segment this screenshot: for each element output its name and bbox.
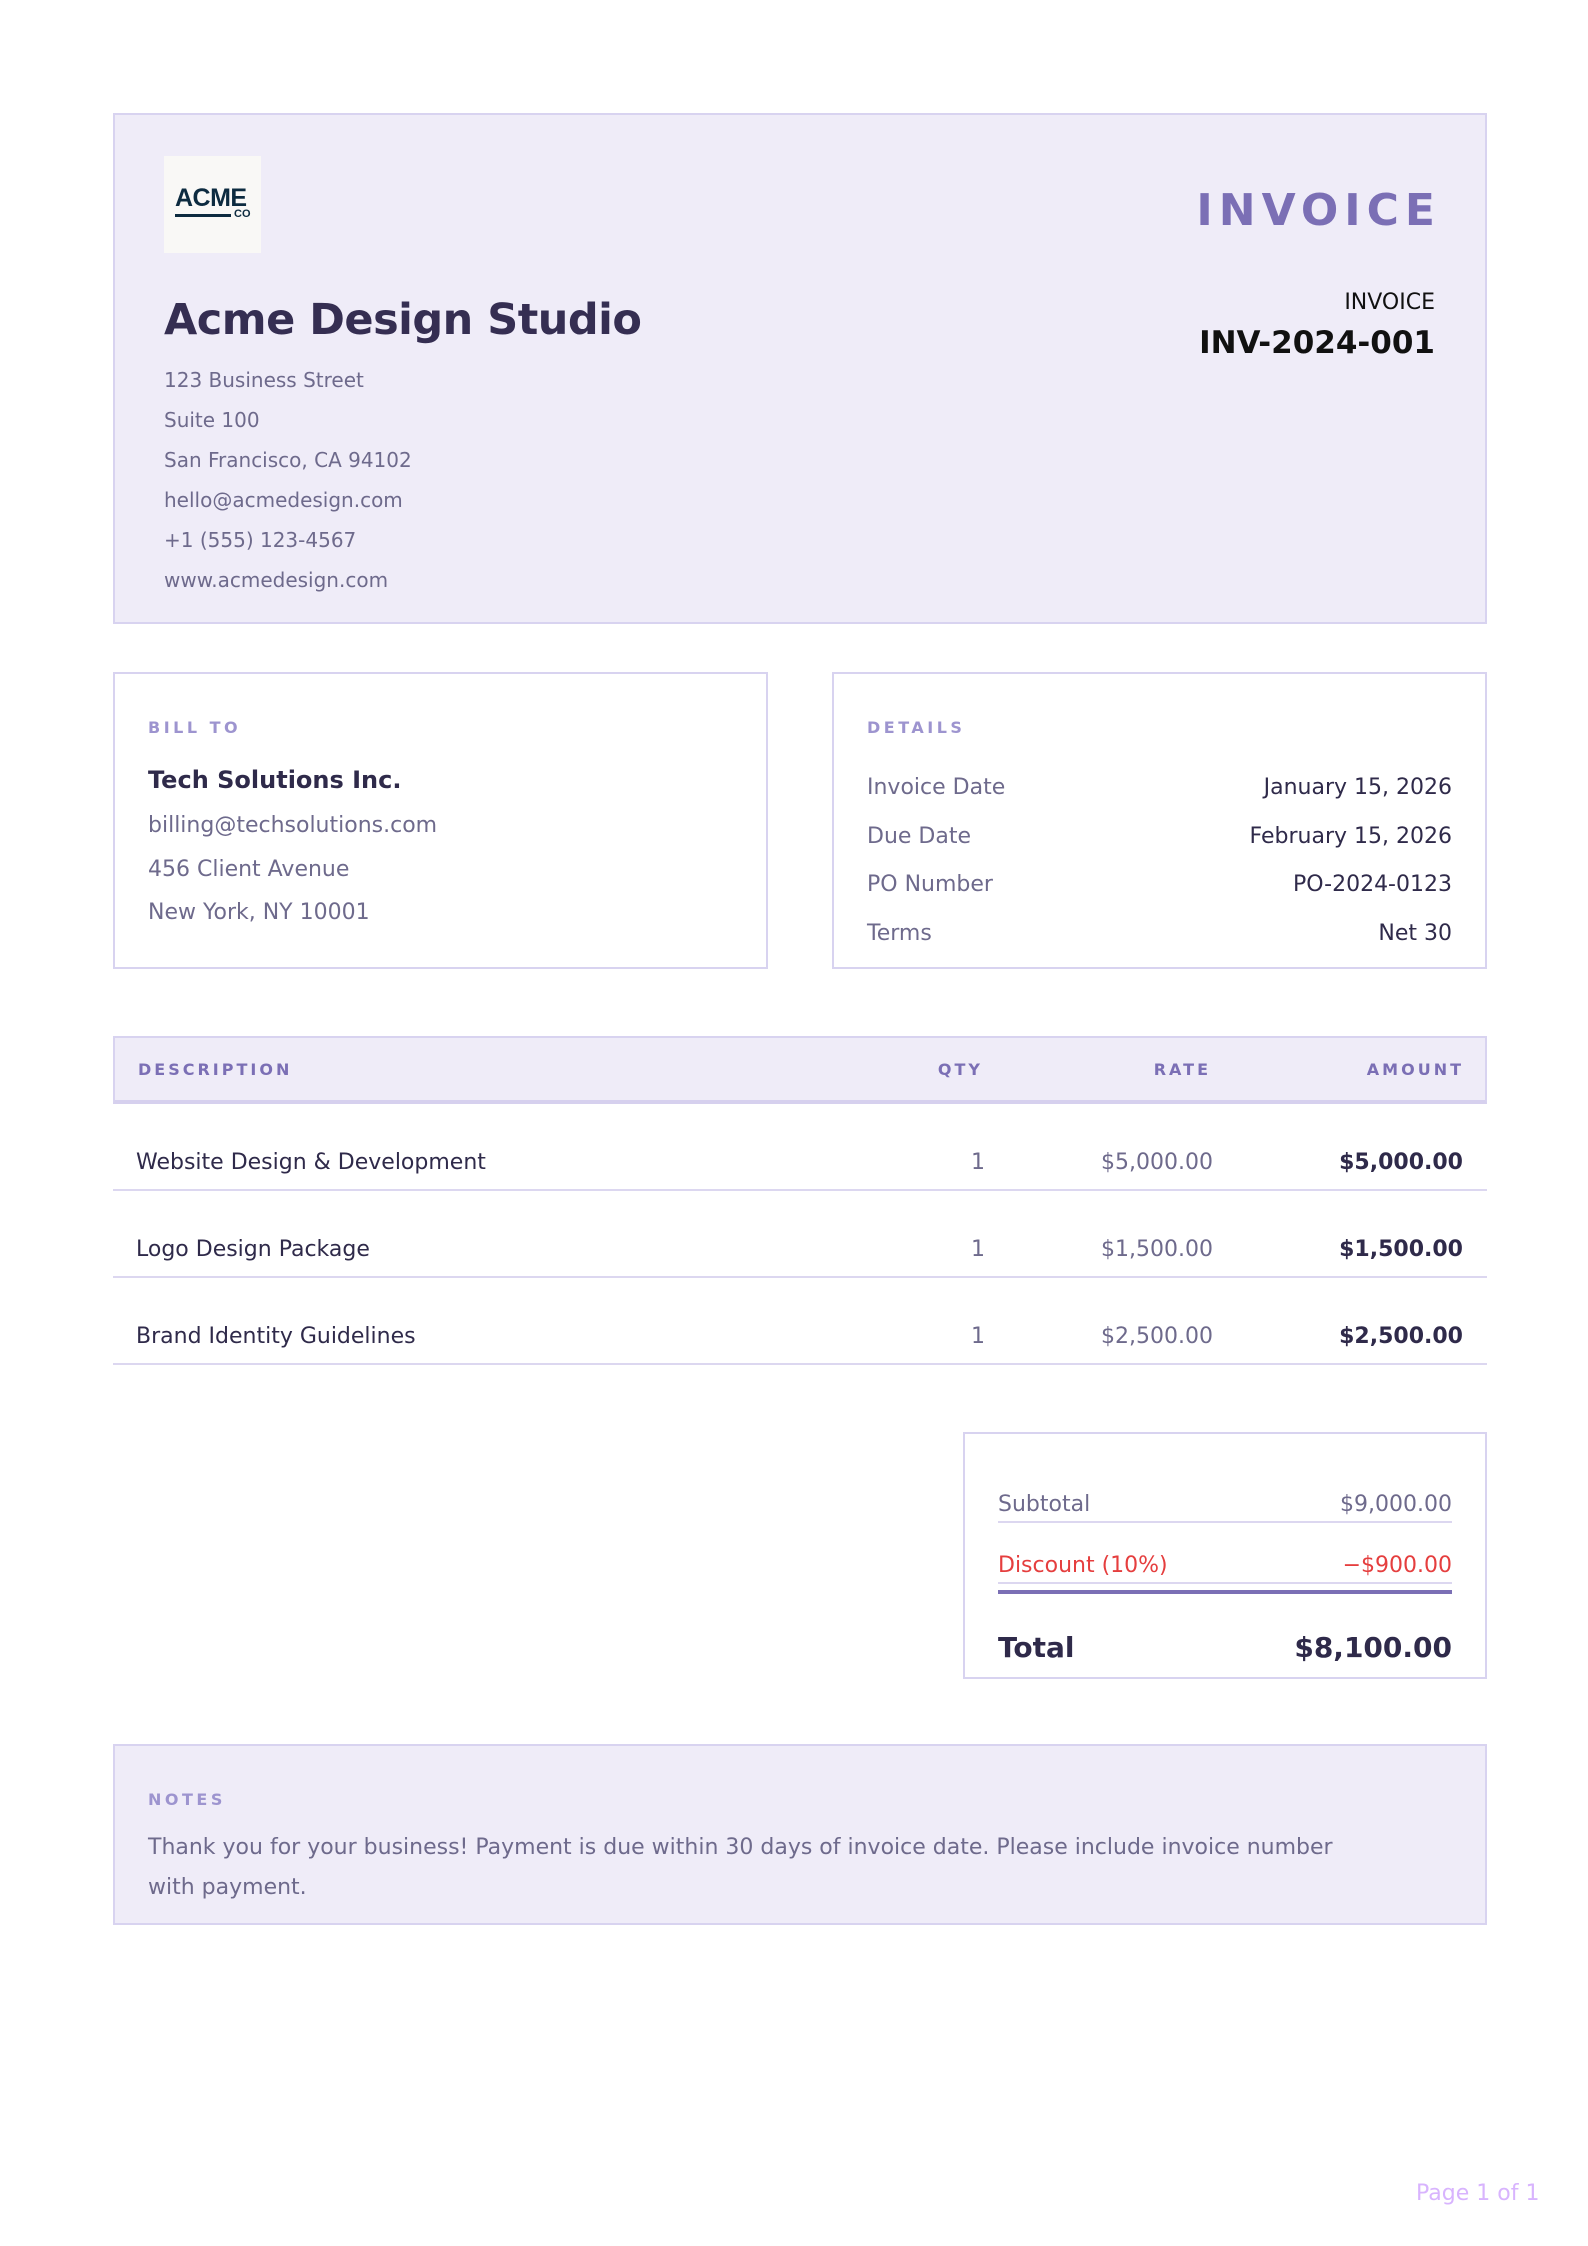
- company-email: hello@acmedesign.com: [164, 488, 403, 512]
- table-row: [113, 1278, 1487, 1365]
- detail-row-terms: [867, 910, 1452, 959]
- total-row: [998, 1628, 1452, 1668]
- bill-to-label: BILL TO: [148, 718, 242, 737]
- total-value: $8,100.00: [1294, 1631, 1452, 1664]
- document-title: INVOICE: [1196, 185, 1441, 236]
- detail-key: Due Date: [867, 823, 971, 849]
- item-description: Brand Identity Guidelines: [136, 1324, 416, 1349]
- detail-key: Invoice Date: [867, 775, 1006, 800]
- column-header-description: DESCRIPTION: [138, 1059, 293, 1079]
- client-address-line: 456 Client Avenue: [148, 856, 350, 882]
- item-description: Logo Design Package: [136, 1237, 370, 1262]
- company-address-line: 123 Business Street: [164, 368, 364, 392]
- company-contact: [164, 360, 412, 600]
- detail-row-due-date: [867, 813, 1452, 862]
- invoice-number-label: INVOICE: [1344, 290, 1435, 315]
- item-description: Website Design & Development: [136, 1150, 486, 1175]
- item-amount: $1,500.00: [1339, 1237, 1463, 1262]
- notes-card: [113, 1744, 1487, 1925]
- table-header: [113, 1036, 1487, 1104]
- details-label: DETAILS: [867, 718, 966, 737]
- client-name: Tech Solutions Inc.: [148, 766, 402, 794]
- notes-label: NOTES: [148, 1790, 226, 1809]
- detail-key: Terms: [867, 920, 932, 946]
- subtotal-row: [998, 1486, 1452, 1523]
- line-items-table: [113, 1036, 1487, 1365]
- column-header-rate: RATE: [1153, 1059, 1211, 1079]
- company-name: Acme Design Studio: [164, 295, 642, 345]
- invoice-number: INV-2024-001: [1199, 325, 1435, 361]
- subtotal-label: Subtotal: [998, 1492, 1091, 1517]
- item-amount: $5,000.00: [1339, 1150, 1463, 1175]
- total-label: Total: [998, 1631, 1075, 1664]
- item-amount: $2,500.00: [1339, 1324, 1463, 1349]
- column-header-qty: QTY: [937, 1059, 983, 1079]
- item-qty: 1: [971, 1324, 985, 1349]
- item-qty: 1: [971, 1150, 985, 1175]
- column-header-amount: AMOUNT: [1366, 1059, 1464, 1079]
- item-rate: $1,500.00: [1101, 1237, 1213, 1262]
- company-phone: +1 (555) 123-4567: [164, 528, 357, 552]
- detail-row-invoice-date: [867, 764, 1452, 813]
- detail-value: January 15, 2026: [1263, 775, 1452, 800]
- logo-underline: [175, 214, 231, 217]
- detail-row-po-number: [867, 861, 1452, 910]
- client-city-line: New York, NY 10001: [148, 900, 370, 925]
- logo-subtext: CO: [234, 208, 251, 220]
- table-row: [113, 1104, 1487, 1191]
- detail-key: PO Number: [867, 872, 993, 897]
- discount-row: [998, 1547, 1452, 1584]
- invoice-header: [113, 113, 1487, 624]
- client-email: billing@techsolutions.com: [148, 813, 438, 838]
- company-address-line: Suite 100: [164, 408, 260, 432]
- discount-label: Discount (10%): [998, 1553, 1168, 1578]
- table-row: [113, 1191, 1487, 1278]
- details-list: [867, 764, 1452, 958]
- company-city-line: San Francisco, CA 94102: [164, 448, 412, 472]
- client-contact: [148, 804, 437, 935]
- item-rate: $5,000.00: [1101, 1150, 1213, 1175]
- item-rate: $2,500.00: [1101, 1324, 1213, 1349]
- company-website: www.acmedesign.com: [164, 568, 389, 592]
- bill-to-card: [113, 672, 768, 969]
- detail-value: February 15, 2026: [1249, 823, 1452, 849]
- detail-value: Net 30: [1378, 920, 1452, 946]
- subtotal-value: $9,000.00: [1340, 1492, 1452, 1517]
- page-number: Page 1 of 1: [1416, 2181, 1540, 2206]
- totals-card: [963, 1432, 1487, 1679]
- item-qty: 1: [971, 1237, 985, 1262]
- totals-list: [998, 1486, 1452, 1692]
- detail-value: PO-2024-0123: [1292, 872, 1452, 897]
- logo-wordmark: ACME: [175, 184, 247, 212]
- notes-text: Thank you for your business! Payment is due within 30 days of invoice date. Please include invoice number with payment.: [148, 1835, 1333, 1900]
- discount-value: −$900.00: [1342, 1553, 1452, 1578]
- details-card: [832, 672, 1487, 969]
- total-divider: [998, 1590, 1452, 1594]
- company-logo: [164, 156, 261, 253]
